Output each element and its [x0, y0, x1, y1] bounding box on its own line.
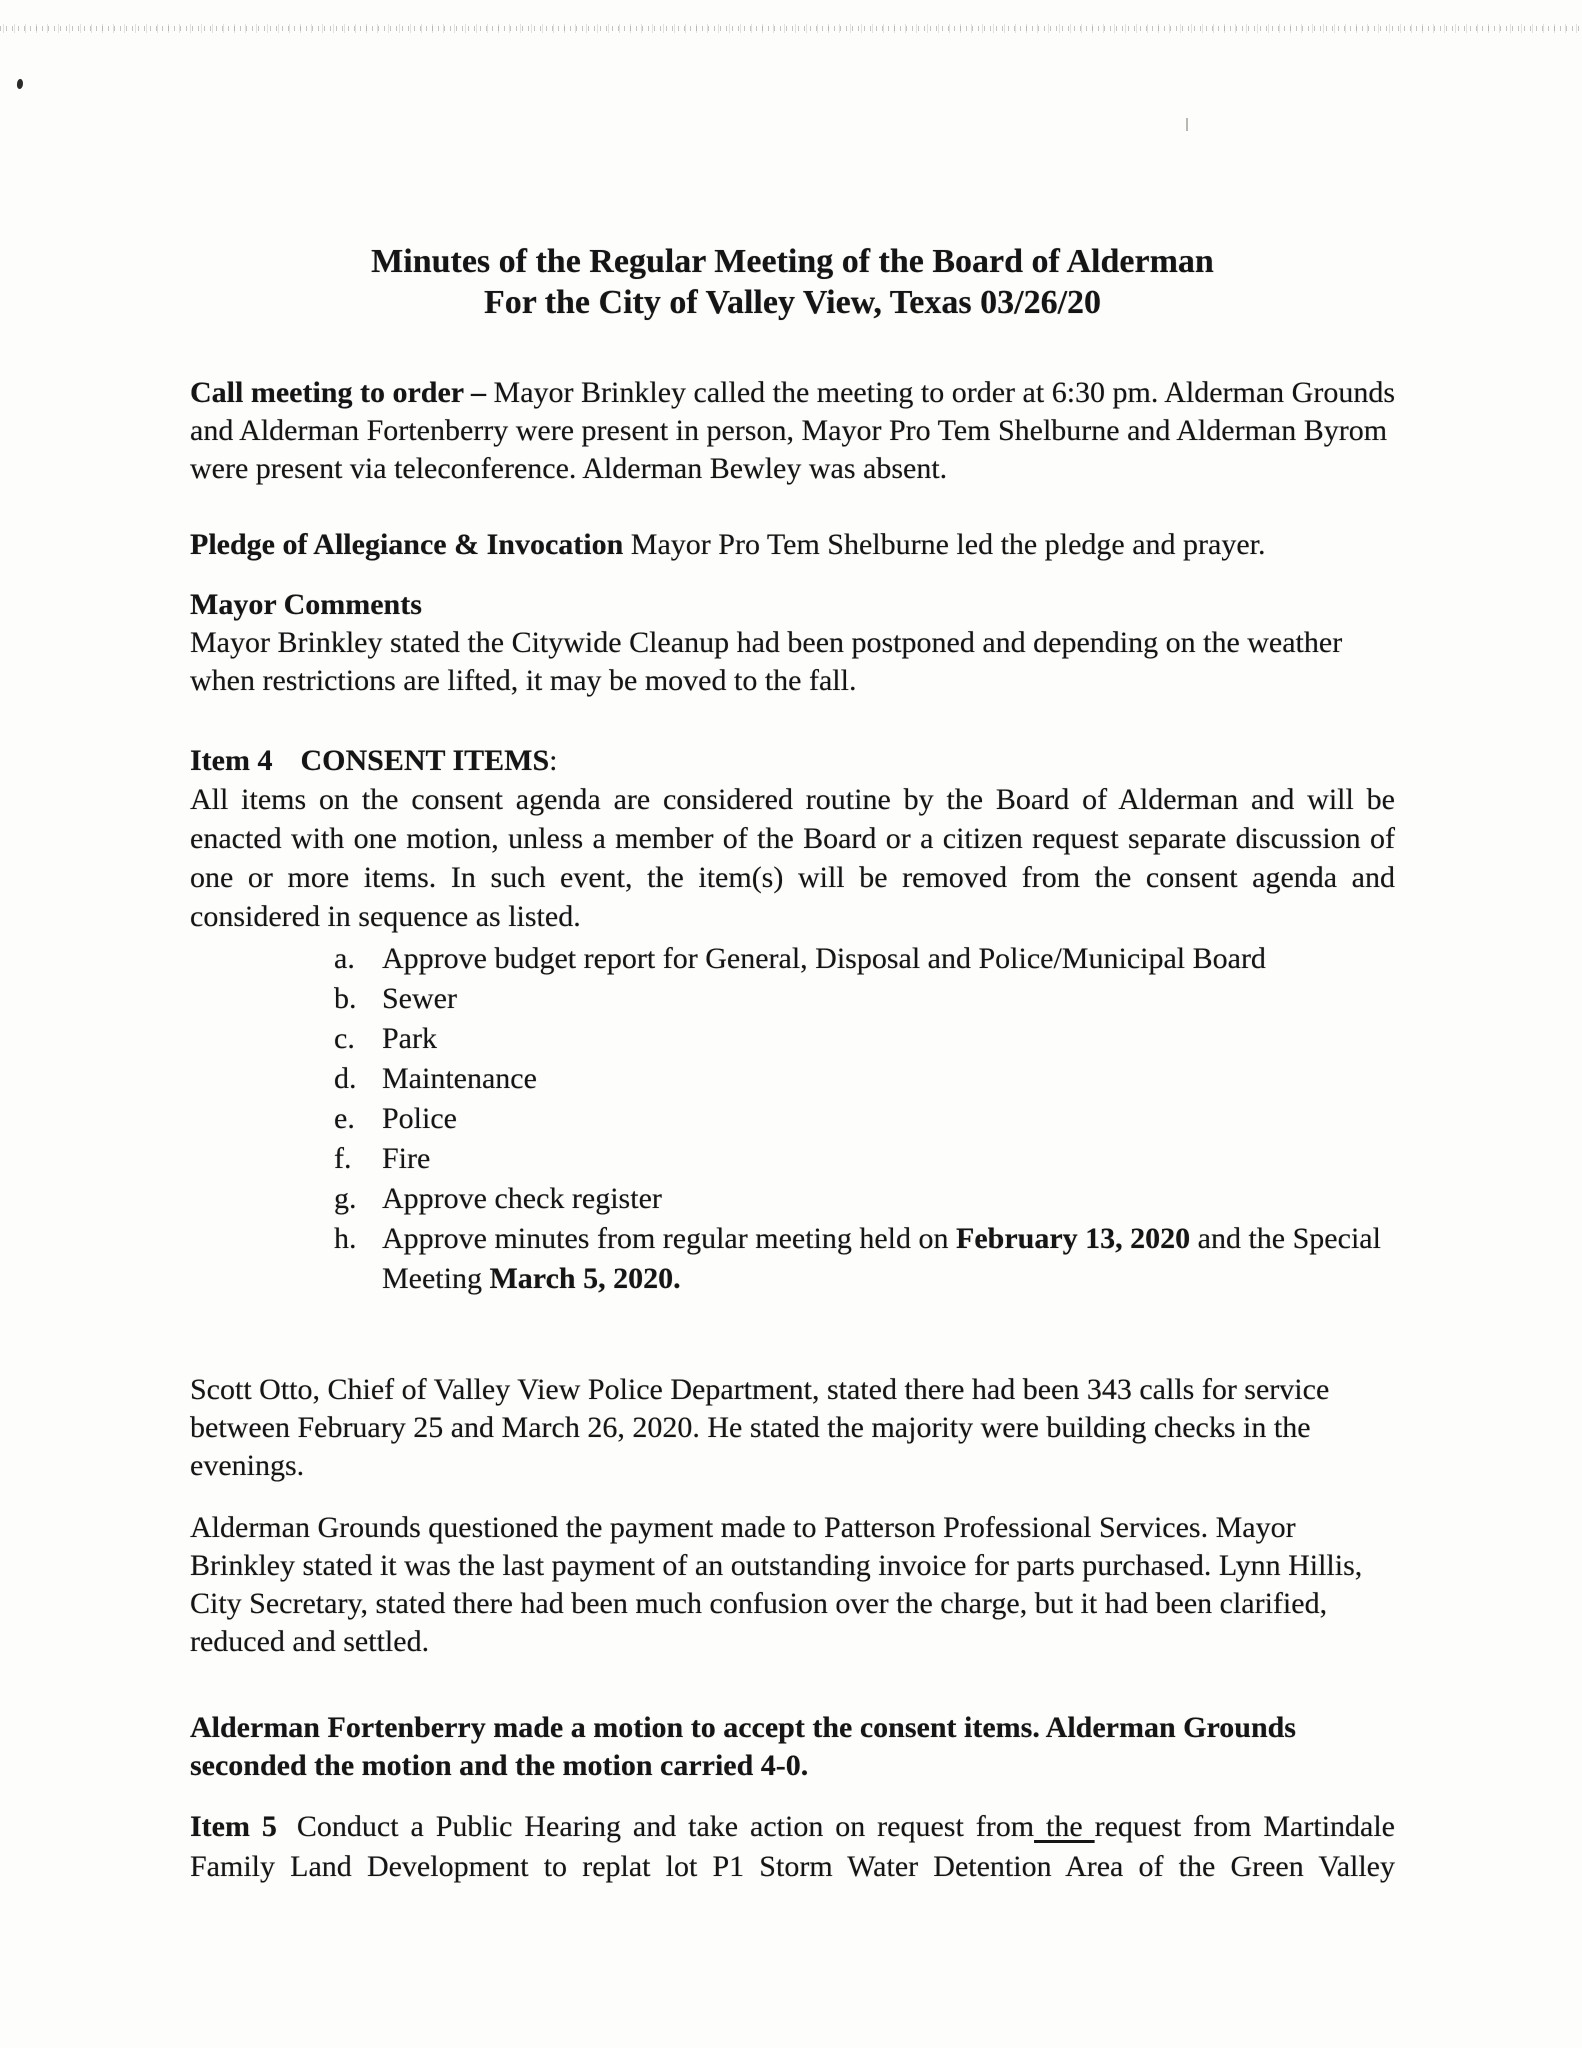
item-h-date-1: February 13, 2020	[956, 1222, 1191, 1255]
item-letter: b.	[334, 982, 357, 1015]
police-report-paragraph: Scott Otto, Chief of Valley View Police Department, stated there had been 343 calls for service between February 25 and March 26, 2020. He stated the majority were building checks in the evenings.	[190, 1373, 1330, 1482]
item4-intro-paragraph: All items on the consent agenda are considered routine by the Board of Alderman and will be enacted with one motion, unless a member of the Board or a citizen request separate discussion of one or more items. In such event, the item(s) will be removed from the consent agenda and considered in sequence as listed.	[190, 783, 1395, 933]
item-letter: e.	[334, 1102, 355, 1135]
item-h-text-middle: and the Special Meeting	[382, 1222, 1381, 1295]
item5-text-before: Conduct a Public Hearing and take action on request from	[296, 1810, 1035, 1843]
title-line-2: For the City of Valley View, Texas 03/26/20	[483, 284, 1102, 321]
item4-label: Item 4	[190, 744, 273, 777]
item5-label: Item 5	[190, 1810, 277, 1843]
item-letter: c.	[334, 1022, 355, 1055]
consent-item-e	[190, 1099, 1395, 1139]
scan-artifact-speck	[16, 79, 23, 90]
call-to-order-label: Call meeting to order –	[190, 376, 487, 409]
title-line-1: Minutes of the Regular Meeting of the Board of Alderman	[371, 243, 1214, 280]
document-title	[190, 241, 1395, 323]
document-body	[190, 0, 1395, 1887]
consent-item-h	[190, 1219, 1395, 1299]
item4-heading	[190, 742, 1395, 780]
consent-items-list	[190, 939, 1395, 1299]
item-text: Police	[382, 1102, 457, 1135]
consent-item-a	[190, 939, 1395, 979]
item-letter: g.	[334, 1182, 357, 1215]
item5-underlined-word: the	[1034, 1810, 1095, 1843]
mayor-comments-heading: Mayor Comments	[190, 588, 422, 621]
item5-text-after: request from Martindale Family Land Development to replat lot P1 Storm Water Detention Area of the Green Valley	[190, 1810, 1395, 1883]
pledge-label: Pledge of Allegiance & Invocation	[190, 528, 624, 561]
consent-item-c	[190, 1019, 1395, 1059]
motion-paragraph: Alderman Fortenberry made a motion to accept the consent items. Alderman Grounds seconded the motion and the motion carried 4-0.	[190, 1711, 1296, 1782]
item4-heading-colon: :	[549, 744, 558, 777]
consent-item-g	[190, 1179, 1395, 1219]
pledge-paragraph	[190, 526, 1395, 564]
item-letter: h.	[334, 1222, 357, 1255]
item-text: Maintenance	[382, 1062, 537, 1095]
item-text: Park	[382, 1022, 437, 1055]
consent-item-b	[190, 979, 1395, 1019]
item-text	[382, 1219, 1395, 1299]
item-letter: d.	[334, 1062, 357, 1095]
item-text: Sewer	[382, 982, 457, 1015]
call-to-order-paragraph	[190, 374, 1395, 488]
consent-item-f	[190, 1139, 1395, 1179]
item4-heading-text: CONSENT ITEMS	[300, 744, 550, 777]
consent-item-d	[190, 1059, 1395, 1099]
item-letter: f.	[334, 1142, 352, 1175]
item-text: Approve check register	[382, 1182, 662, 1215]
pledge-text: Mayor Pro Tem Shelburne led the pledge and prayer.	[630, 528, 1266, 561]
item-text: Fire	[382, 1142, 431, 1175]
call-to-order-text: Mayor Brinkley called the meeting to order at 6:30 pm. Alderman Grounds and Alderman Fortenberry were present in person, Mayor Pro Tem Shelburne and Alderman Byrom were present via teleconference. Alderman Bewley was absent.	[190, 376, 1395, 485]
mayor-comments-text: Mayor Brinkley stated the Citywide Cleanup had been postponed and depending on the weather when restrictions are lifted, it may be moved to the fall.	[190, 626, 1343, 697]
item-h-text-before: Approve minutes from regular meeting held on	[382, 1222, 957, 1255]
item-h-date-2: March 5, 2020.	[489, 1262, 681, 1295]
item-letter: a.	[334, 942, 355, 975]
item-text: Approve budget report for General, Disposal and Police/Municipal Board	[382, 942, 1266, 975]
item5-paragraph	[190, 1807, 1395, 1887]
payment-discussion-paragraph: Alderman Grounds questioned the payment made to Patterson Professional Services. Mayor Brinkley stated it was the last payment of an outstanding invoice for parts purchased. Lynn Hillis, City Secretary, stated there had been much confusion over the charge, but it had been clarified, reduced and settled.	[190, 1511, 1363, 1658]
